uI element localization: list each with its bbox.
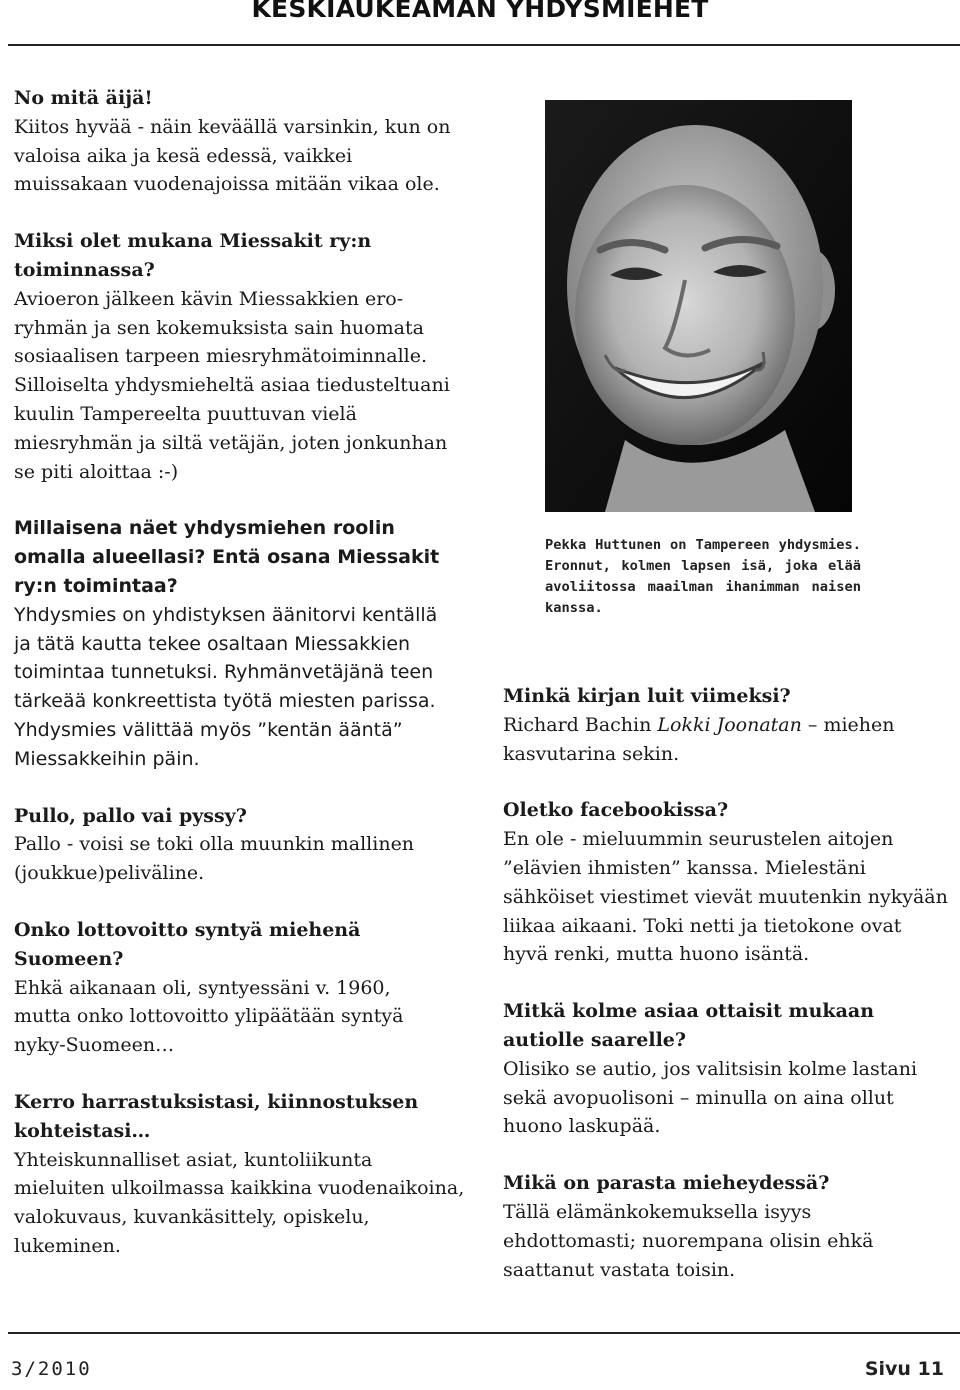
qa-block-lottery [14, 916, 434, 1060]
question: Pullo, pallo vai pyssy? [14, 804, 247, 827]
question: Minkä kirjan luit viimeksi? [503, 685, 791, 707]
portrait-photo [545, 100, 852, 512]
left-column [14, 84, 484, 1261]
question: Oletko facebookissa? [503, 799, 729, 822]
question: Kerro harrastuksistasi, kiinnostuksen kohteistasi… [14, 1090, 419, 1142]
answer: Yhdysmies on yhdistyksen äänitorvi kentällä ja tätä kautta tekee osaltaan Miessakkien toimintaa tunnetuksi. Ryhmänvetäjänä teen tärkeää konkreettista työtä miesten parissa. Yhdysmies välittää myös ”kentän ääntä” Miessakkeihin päin. [14, 603, 438, 770]
answer-suffix: – miehen kasvutarina sekin. [503, 713, 895, 765]
answer: Yhteiskunnalliset asiat, kuntoliikunta mieluiten ulkoilmassa kaikkina vuodenaikoina, valokuvaus, kuvankäsittely, opiskelu, lukeminen. [14, 1148, 465, 1257]
question: Mikä on parasta mieheydessä? [503, 1172, 830, 1195]
intro-heading: No mitä äijä! [14, 87, 153, 109]
issue-number: 3/2010 [11, 1358, 92, 1380]
header-divider [8, 44, 960, 46]
answer: Avioeron jälkeen kävin Miessakkien ero-ryhmän ja sen kokemuksista sain huomata sosiaalisen tarpeen miesryhmätoiminnalle. Silloiselta yhdysmieheltä asiaa tiedusteltuani kuulin Tampereelta puuttuvan vielä miesryhmän ja siltä vetäjän, joten jonkunhan se piti aloittaa :-) [14, 287, 450, 483]
page-number: Sivu 11 [864, 1358, 944, 1380]
portrait-illustration [545, 100, 852, 512]
qa-block-hobbies [14, 1088, 469, 1261]
answer-prefix: Richard Bachin [503, 713, 658, 736]
qa-block-ball [14, 802, 459, 888]
question: Millaisena näet yhdysmiehen roolin omalla alueellasi? Entä osana Miessakit ry:n toimintaa? [14, 517, 440, 597]
page-header-title: KESKIAUKEAMAN YHDYSMIEHET [251, 0, 709, 23]
answer: Ehkä aikanaan oli, syntyessäni v. 1960, mutta onko lottovoitto ylipäätään syntyä nyky-Suomeen… [14, 976, 404, 1057]
qa-block-role [14, 514, 459, 773]
qa-block-island [503, 997, 948, 1141]
qa-block-book [503, 682, 948, 768]
qa-block-why [14, 227, 454, 486]
answer: En ole - mieluummin seurustelen aitojen ”elävien ihmisten” kanssa. Mielestäni sähköiset viestimet vievät muutenkin nykyään liikaa aikaani. Toki netti ja tietokone ovat hyvä renki, mutta huono isäntä. [503, 828, 948, 966]
intro-text: Kiitos hyvää - näin keväällä varsinkin, kun on valoisa aika ja kesä edessä, vaikkei muissakaan vuodenajoissa mitään vikaa ole. [14, 115, 451, 196]
intro-block [14, 84, 484, 199]
answer [503, 711, 948, 769]
right-column [503, 682, 948, 1284]
photo-caption: Pekka Huttunen on Tampereen yhdysmies. Eronnut, kolmen lapsen isä, joka elää avoliitossa maailman ihanimman naisen kanssa. [545, 537, 861, 616]
book-title: Lokki Joonatan [657, 713, 802, 736]
qa-block-manhood [503, 1169, 948, 1284]
question: Miksi olet mukana Miessakit ry:n toiminnassa? [14, 230, 372, 281]
answer: Tällä elämänkokemuksella isyys ehdottomasti; nuorempana olisin ehkä saattanut vastata toisin. [503, 1200, 874, 1281]
question: Onko lottovoitto syntyä miehenä Suomeen? [14, 918, 361, 970]
qa-block-facebook [503, 796, 948, 969]
question: Mitkä kolme asiaa ottaisit mukaan autiolle saarelle? [503, 1000, 875, 1051]
footer-divider [8, 1332, 960, 1334]
answer: Olisiko se autio, jos valitsisin kolme lastani sekä avopuolisoni – minulla on aina ollut huono laskupää. [503, 1057, 918, 1138]
answer: Pallo - voisi se toki olla muunkin mallinen (joukkue)peliväline. [14, 833, 415, 885]
